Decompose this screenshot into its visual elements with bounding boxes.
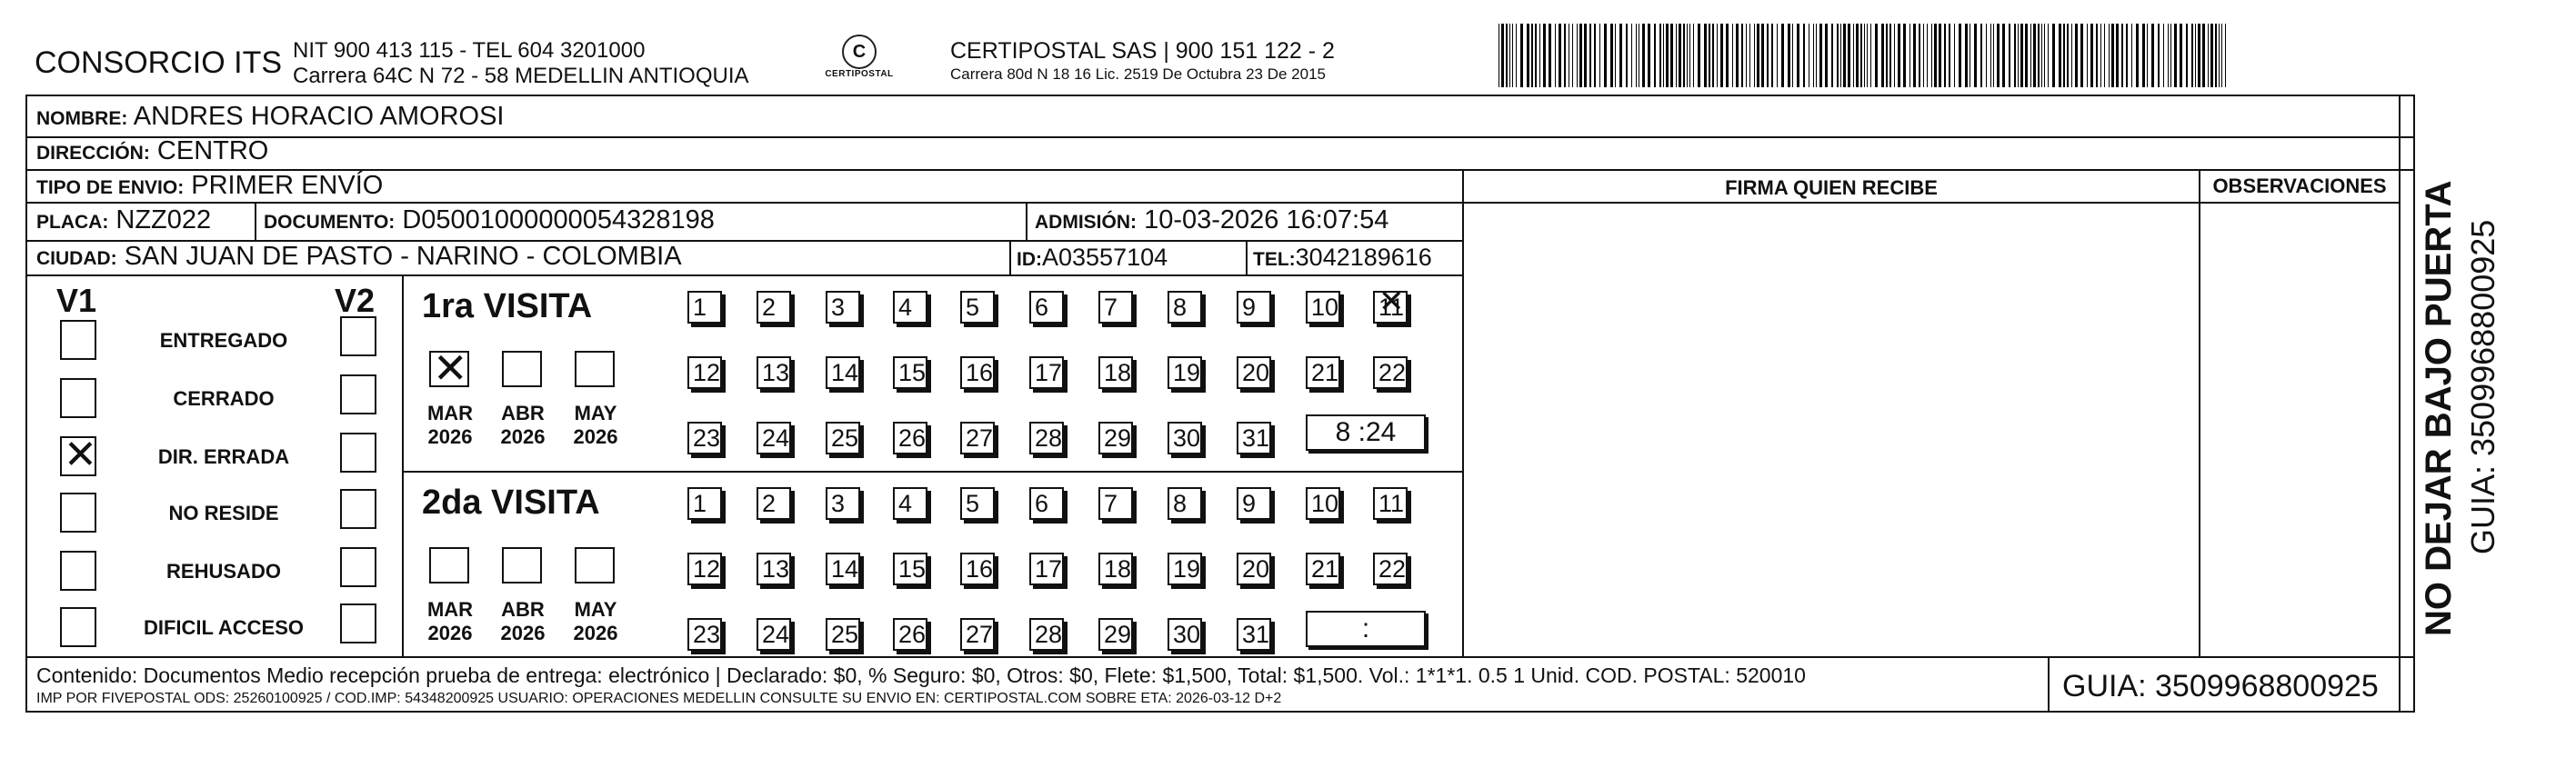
visit-time[interactable]: 8 :24: [1306, 414, 1426, 451]
month-checkbox[interactable]: [575, 351, 615, 387]
barcode-bar: [1555, 24, 1556, 87]
barcode-bar: [1903, 24, 1906, 87]
barcode-bar: [1579, 24, 1582, 87]
barcode-bar: [1997, 24, 2000, 87]
barcode-bar: [1837, 24, 1839, 87]
day-box[interactable]: 6: [1029, 291, 1064, 324]
barcode-bar: [1732, 24, 1733, 87]
barcode-bar: [1792, 24, 1793, 87]
barcode-bar: [1648, 24, 1650, 87]
v1-checkbox[interactable]: [60, 378, 96, 418]
day-box[interactable]: 5: [960, 291, 995, 324]
barcode-bar: [1559, 24, 1561, 87]
reason-label: REHUSADO: [166, 560, 281, 583]
barcode-bar: [1980, 24, 1982, 87]
barcode-bar: [1520, 24, 1523, 87]
barcode-bar: [1663, 24, 1664, 87]
barcode-bar: [1683, 24, 1685, 87]
day-box[interactable]: 4: [893, 487, 927, 520]
month-year: 2026: [500, 425, 546, 448]
month-year: 2026: [427, 622, 473, 644]
day-box[interactable]: 10: [1306, 487, 1340, 520]
barcode-bar: [1604, 24, 1607, 87]
month-checkbox[interactable]: [429, 547, 469, 583]
observations-area[interactable]: [2200, 204, 2399, 654]
barcode-bar: [2063, 24, 2065, 87]
barcode-bar: [1599, 24, 1600, 87]
barcode-bar: [2071, 24, 2072, 87]
month-name: ABR: [501, 598, 545, 621]
barcode-bar: [2104, 24, 2105, 87]
barcode-bar: [1610, 24, 1613, 87]
barcode-bar: [1894, 24, 1895, 87]
barcode-bar: [2033, 24, 2036, 87]
month-checkbox[interactable]: [502, 547, 542, 583]
reason-label: ENTREGADO: [159, 329, 288, 352]
barcode-bar: [2186, 24, 2188, 87]
barcode-bar: [1803, 24, 1805, 87]
barcode-bar: [1781, 24, 1784, 87]
guide-number: GUIA: 3509968800925: [2062, 669, 2379, 703]
barcode-bar: [1726, 24, 1729, 87]
company-nit-line: NIT 900 413 115 - TEL 604 3201000: [293, 38, 646, 63]
content-details: Contenido: Documentos Medio recepción prueba de entrega: electrónico | Declarado: $0, % Seguro: $0, Otros: $0, Flete: $1,500, Total: $1,500. Vol.: 1*1*1. 0.5 1 Unid. COD. POSTAL: 520010: [36, 663, 1806, 687]
barcode-bar: [2147, 24, 2148, 87]
day-box[interactable]: 25: [826, 618, 860, 651]
barcode-bar: [2225, 24, 2226, 87]
vehicle-plate: PLACA: NZZ022: [36, 205, 212, 234]
day-box[interactable]: 14: [826, 553, 860, 585]
month-year: 2026: [500, 622, 546, 644]
barcode-bar: [1670, 24, 1673, 87]
barcode-bar: [1736, 24, 1739, 87]
barcode-bar: [2096, 24, 2098, 87]
barcode-bar: [2180, 24, 2182, 87]
v1-header: V1: [56, 282, 97, 319]
day-box[interactable]: 15: [893, 356, 927, 389]
barcode-bar: [2168, 24, 2169, 87]
barcode-bar: [2163, 24, 2164, 87]
barcode-bar: [1512, 24, 1513, 87]
barcode-bar: [1666, 24, 1669, 87]
v2-checkbox[interactable]: [340, 374, 376, 414]
barcode-bar: [2208, 24, 2209, 87]
barcode-bar: [1631, 24, 1632, 87]
day-box[interactable]: 2: [757, 487, 791, 520]
barcode-bar: [1816, 24, 1817, 87]
barcode-bar: [1856, 24, 1859, 87]
barcode-bar: [1535, 24, 1537, 87]
month-name: MAY: [574, 598, 617, 621]
barcode-bar: [1615, 24, 1616, 87]
barcode-bar: [1860, 24, 1862, 87]
barcode-bar: [2210, 24, 2213, 87]
document-number: DOCUMENTO: D05001000000054328198: [264, 205, 715, 234]
month-checkbox[interactable]: [575, 547, 615, 583]
barcode-bar: [1819, 24, 1822, 87]
barcode-bar: [2009, 24, 2010, 87]
v2-checkbox[interactable]: [340, 603, 376, 643]
barcode-bar: [1594, 24, 1596, 87]
barcode-bar: [2198, 24, 2200, 87]
day-box[interactable]: 3: [826, 291, 860, 324]
v2-checkbox[interactable]: [340, 433, 376, 473]
side-guide-number: GUIA: 3509968800925: [2464, 219, 2501, 554]
reason-label: DIFICIL ACCESO: [143, 616, 304, 639]
barcode-bar: [1813, 24, 1814, 87]
barcode-bar: [1709, 24, 1710, 87]
barcode-bar: [2109, 24, 2110, 87]
day-box[interactable]: 26: [893, 422, 927, 454]
day-box[interactable]: 27: [960, 422, 995, 454]
barcode-bar: [2116, 24, 2119, 87]
day-box[interactable]: 17: [1029, 356, 1064, 389]
admission-date: ADMISIÓN: 10-03-2026 16:07:54: [1035, 205, 1389, 234]
barcode-bar: [1626, 24, 1628, 87]
month-year: 2026: [573, 425, 618, 448]
barcode-bar: [1531, 24, 1533, 87]
barcode-bar: [2131, 24, 2132, 87]
recipient-name: NOMBRE: ANDRES HORACIO AMOROSI: [36, 102, 505, 131]
month-label: [491, 598, 555, 645]
carrier-info: CERTIPOSTAL SAS | 900 151 122 - 2: [950, 38, 1335, 64]
barcode-bar: [1923, 24, 1924, 87]
day-box[interactable]: 23: [687, 618, 722, 651]
barcode-bar: [2191, 24, 2193, 87]
day-box[interactable]: 20: [1237, 356, 1271, 389]
barcode-bar: [1741, 24, 1743, 87]
shipment-type: TIPO DE ENVIO: PRIMER ENVÍO: [36, 171, 384, 200]
barcode-bar: [1539, 24, 1540, 87]
day-box[interactable]: 11 ✕: [1373, 291, 1408, 324]
logo-emblem-icon: C: [842, 35, 877, 69]
v2-checkbox[interactable]: [340, 489, 376, 529]
barcode-bar: [1777, 24, 1778, 87]
v1-checkbox[interactable]: [60, 607, 96, 647]
certipostal-logo: [809, 35, 909, 98]
month-label: [418, 598, 482, 645]
barcode-bar: [2100, 24, 2101, 87]
barcode-bar: [2174, 24, 2177, 87]
visit-title: 1ra VISITA: [422, 287, 593, 325]
barcode-bar: [2111, 24, 2114, 87]
reason-label: DIR. ERRADA: [157, 445, 290, 468]
barcode-bar: [2221, 24, 2222, 87]
barcode-bar: [1993, 24, 1994, 87]
barcode-bar: [1944, 24, 1946, 87]
day-box[interactable]: 22: [1373, 553, 1408, 585]
barcode-bar: [2121, 24, 2123, 87]
barcode-bar: [1881, 24, 1884, 87]
day-box[interactable]: 8: [1168, 291, 1202, 324]
day-box[interactable]: 10: [1306, 291, 1340, 324]
day-box[interactable]: 5: [960, 487, 995, 520]
barcode-bar: [1990, 24, 1991, 87]
barcode-bar: [1659, 24, 1661, 87]
day-box[interactable]: 30: [1168, 422, 1202, 454]
day-box[interactable]: 23: [687, 422, 722, 454]
barcode-bar: [2041, 24, 2042, 87]
barcode-bar: [1886, 24, 1888, 87]
barcode-bar: [1767, 24, 1769, 87]
barcode-bar: [2087, 24, 2088, 87]
v2-checkbox[interactable]: [340, 316, 376, 356]
signature-area[interactable]: [1464, 204, 2199, 654]
barcode-bar: [1864, 24, 1865, 87]
month-label: [564, 402, 627, 449]
barcode-bar: [1704, 24, 1707, 87]
v1-checkbox[interactable]: [60, 436, 96, 476]
barcode-bar: [2067, 24, 2069, 87]
day-box[interactable]: 24: [757, 422, 791, 454]
barcode-bar: [2059, 24, 2061, 87]
barcode-bar: [1527, 24, 1529, 87]
barcode-bar: [1689, 24, 1690, 87]
barcode-bar: [1509, 24, 1510, 87]
month-name: ABR: [501, 402, 545, 424]
barcode-bar: [1831, 24, 1833, 87]
barcode-bar: [1825, 24, 1828, 87]
day-box[interactable]: 24: [757, 618, 791, 651]
month-checkbox[interactable]: [502, 351, 542, 387]
barcode-bar: [2030, 24, 2031, 87]
barcode-bar: [2090, 24, 2093, 87]
day-box[interactable]: 29: [1098, 422, 1133, 454]
barcode-bar: [1564, 24, 1566, 87]
barcode-bar: [2151, 24, 2154, 87]
barcode-bar: [1577, 24, 1578, 87]
recipient-phone: TEL:3042189616: [1253, 244, 1432, 271]
barcode-bar: [2048, 24, 2049, 87]
day-box[interactable]: 19: [1168, 553, 1202, 585]
barcode-bar: [1931, 24, 1932, 87]
barcode-bar: [2025, 24, 2028, 87]
day-box[interactable]: 12: [687, 553, 722, 585]
barcode-bar: [1761, 24, 1764, 87]
barcode-bar: [1986, 24, 1987, 87]
barcode-bar: [1848, 24, 1850, 87]
day-box[interactable]: 31: [1237, 618, 1271, 651]
barcode-bar: [1788, 24, 1790, 87]
barcode-bar: [1934, 24, 1937, 87]
barcode-bar: [1797, 24, 1799, 87]
barcode-bar: [1919, 24, 1920, 87]
day-box[interactable]: 11: [1373, 487, 1408, 520]
barcode-bar: [1754, 24, 1755, 87]
barcode-bar: [1543, 24, 1546, 87]
month-year: 2026: [427, 425, 473, 448]
day-box[interactable]: 9: [1237, 487, 1271, 520]
day-box[interactable]: 17: [1029, 553, 1064, 585]
month-label: [491, 402, 555, 449]
month-name: MAY: [574, 402, 617, 424]
barcode: [1498, 24, 2226, 87]
barcode-bar: [2002, 24, 2005, 87]
day-box[interactable]: 25: [826, 422, 860, 454]
barcode-bar: [1959, 24, 1961, 87]
barcode-bar: [1676, 24, 1677, 87]
barcode-bar: [1927, 24, 1928, 87]
recipient-city: CIUDAD: SAN JUAN DE PASTO - NARINO - COLOMBIA: [36, 242, 682, 271]
barcode-bar: [1875, 24, 1878, 87]
month-name: MAR: [426, 598, 474, 621]
recipient-id: ID:A03557104: [1017, 244, 1168, 271]
barcode-bar: [1870, 24, 1871, 87]
day-box[interactable]: 20: [1237, 553, 1271, 585]
day-box[interactable]: 6: [1029, 487, 1064, 520]
logo-text: CERTIPOSTAL: [825, 69, 894, 79]
v2-header: V2: [335, 282, 376, 319]
day-box[interactable]: 16: [960, 553, 995, 585]
month-checkbox[interactable]: [429, 351, 469, 387]
v2-checkbox[interactable]: [340, 547, 376, 587]
barcode-bar: [1757, 24, 1759, 87]
barcode-bar: [1584, 24, 1587, 87]
day-box[interactable]: 12: [687, 356, 722, 389]
day-box[interactable]: 1: [687, 487, 722, 520]
barcode-bar: [1913, 24, 1916, 87]
barcode-bar: [1720, 24, 1723, 87]
barcode-bar: [2080, 24, 2083, 87]
barcode-bar: [1506, 24, 1508, 87]
barcode-bar: [1853, 24, 1854, 87]
day-box[interactable]: 19: [1168, 356, 1202, 389]
day-box[interactable]: 30: [1168, 618, 1202, 651]
barcode-bar: [1572, 24, 1573, 87]
v1-checkbox[interactable]: [60, 493, 96, 533]
barcode-bar: [1843, 24, 1846, 87]
barcode-bar: [1840, 24, 1841, 87]
barcode-bar: [1771, 24, 1773, 87]
barcode-bar: [2158, 24, 2160, 87]
day-box[interactable]: 18: [1098, 356, 1133, 389]
day-box[interactable]: 21: [1306, 553, 1340, 585]
barcode-bar: [1687, 24, 1688, 87]
day-box[interactable]: 13: [757, 356, 791, 389]
reason-label: CERRADO: [173, 387, 275, 410]
v1-checkbox[interactable]: [60, 320, 96, 360]
day-box[interactable]: 2: [757, 291, 791, 324]
month-label: [418, 402, 482, 449]
barcode-bar: [2018, 24, 2019, 87]
observations-header: OBSERVACIONES: [2212, 175, 2387, 197]
barcode-bar: [1679, 24, 1681, 87]
day-box[interactable]: 28: [1029, 422, 1064, 454]
barcode-bar: [1749, 24, 1750, 87]
barcode-bar: [2075, 24, 2078, 87]
recipient-address: DIRECCIÓN: CENTRO: [36, 136, 269, 165]
day-box[interactable]: 15: [893, 553, 927, 585]
day-box[interactable]: 21: [1306, 356, 1340, 389]
barcode-bar: [1954, 24, 1955, 87]
day-box[interactable]: 27: [960, 618, 995, 651]
barcode-bar: [1589, 24, 1591, 87]
day-box[interactable]: 1: [687, 291, 722, 324]
barcode-bar: [2142, 24, 2145, 87]
day-box[interactable]: 3: [826, 487, 860, 520]
company-info: [293, 38, 749, 89]
barcode-bar: [1501, 24, 1504, 87]
barcode-bar: [1939, 24, 1941, 87]
day-box[interactable]: 13: [757, 553, 791, 585]
print-details: IMP POR FIVEPOSTAL ODS: 25260100925 / COD.IMP: 54348200925 USUARIO: OPERACIONES MEDELLIN CONSULTE SU ENVIO EN: CERTIPOSTAL.COM SOBRE ETA: 2026-03-12 D+2: [36, 691, 1282, 706]
visit-title: 2da VISITA: [422, 484, 600, 522]
barcode-bar: [1654, 24, 1656, 87]
barcode-bar: [2215, 24, 2217, 87]
day-box[interactable]: 8: [1168, 487, 1202, 520]
barcode-bar: [2202, 24, 2205, 87]
barcode-bar: [1498, 24, 1499, 87]
barcode-bar: [1693, 24, 1694, 87]
barcode-bar: [2044, 24, 2045, 87]
signature-header: FIRMA QUIEN RECIBE: [1725, 176, 1938, 199]
barcode-bar: [1746, 24, 1747, 87]
barcode-bar: [1898, 24, 1900, 87]
barcode-bar: [1867, 24, 1868, 87]
no-leave-under-door-notice: NO DEJAR BAJO PUERTA: [2419, 180, 2459, 636]
day-box[interactable]: 16: [960, 356, 995, 389]
day-box[interactable]: 7: [1098, 291, 1133, 324]
barcode-bar: [2052, 24, 2055, 87]
barcode-bar: [1965, 24, 1968, 87]
month-name: MAR: [426, 402, 474, 424]
barcode-bar: [1717, 24, 1718, 87]
barcode-bar: [2020, 24, 2023, 87]
barcode-bar: [2038, 24, 2040, 87]
barcode-bar: [1698, 24, 1700, 87]
barcode-bar: [2219, 24, 2220, 87]
barcode-bar: [1974, 24, 1977, 87]
barcode-bar: [1636, 24, 1637, 87]
barcode-bar: [1949, 24, 1950, 87]
barcode-bar: [1516, 24, 1517, 87]
barcode-bar: [2014, 24, 2016, 87]
carrier-license: Carrera 80d N 18 16 Lic. 2519 De Octubra 23 De 2015: [950, 65, 1326, 83]
barcode-bar: [1549, 24, 1551, 87]
month-year: 2026: [573, 622, 618, 644]
day-box[interactable]: 7: [1098, 487, 1133, 520]
v1-checkbox[interactable]: [60, 551, 96, 591]
barcode-bar: [2170, 24, 2171, 87]
day-box[interactable]: 31: [1237, 422, 1271, 454]
day-box[interactable]: 29: [1098, 618, 1133, 651]
reason-label: NO RESIDE: [168, 502, 279, 524]
barcode-bar: [1642, 24, 1645, 87]
barcode-bar: [2126, 24, 2128, 87]
day-box[interactable]: 28: [1029, 618, 1064, 651]
day-box[interactable]: 18: [1098, 553, 1133, 585]
company-address-line: Carrera 64C N 72 - 58 MEDELLIN ANTIOQUIA: [293, 64, 749, 88]
day-box[interactable]: 9: [1237, 291, 1271, 324]
month-label: [564, 598, 627, 645]
day-box[interactable]: 4: [893, 291, 927, 324]
visit-time[interactable]: :: [1306, 611, 1426, 647]
barcode-bar: [2195, 24, 2196, 87]
barcode-bar: [1889, 24, 1891, 87]
barcode-bar: [2136, 24, 2139, 87]
barcode-bar: [1619, 24, 1622, 87]
barcode-bar: [1909, 24, 1910, 87]
day-box[interactable]: 22: [1373, 356, 1408, 389]
barcode-bar: [1712, 24, 1714, 87]
company-name: CONSORCIO ITS: [35, 45, 283, 80]
day-box[interactable]: 14: [826, 356, 860, 389]
day-box[interactable]: 26: [893, 618, 927, 651]
